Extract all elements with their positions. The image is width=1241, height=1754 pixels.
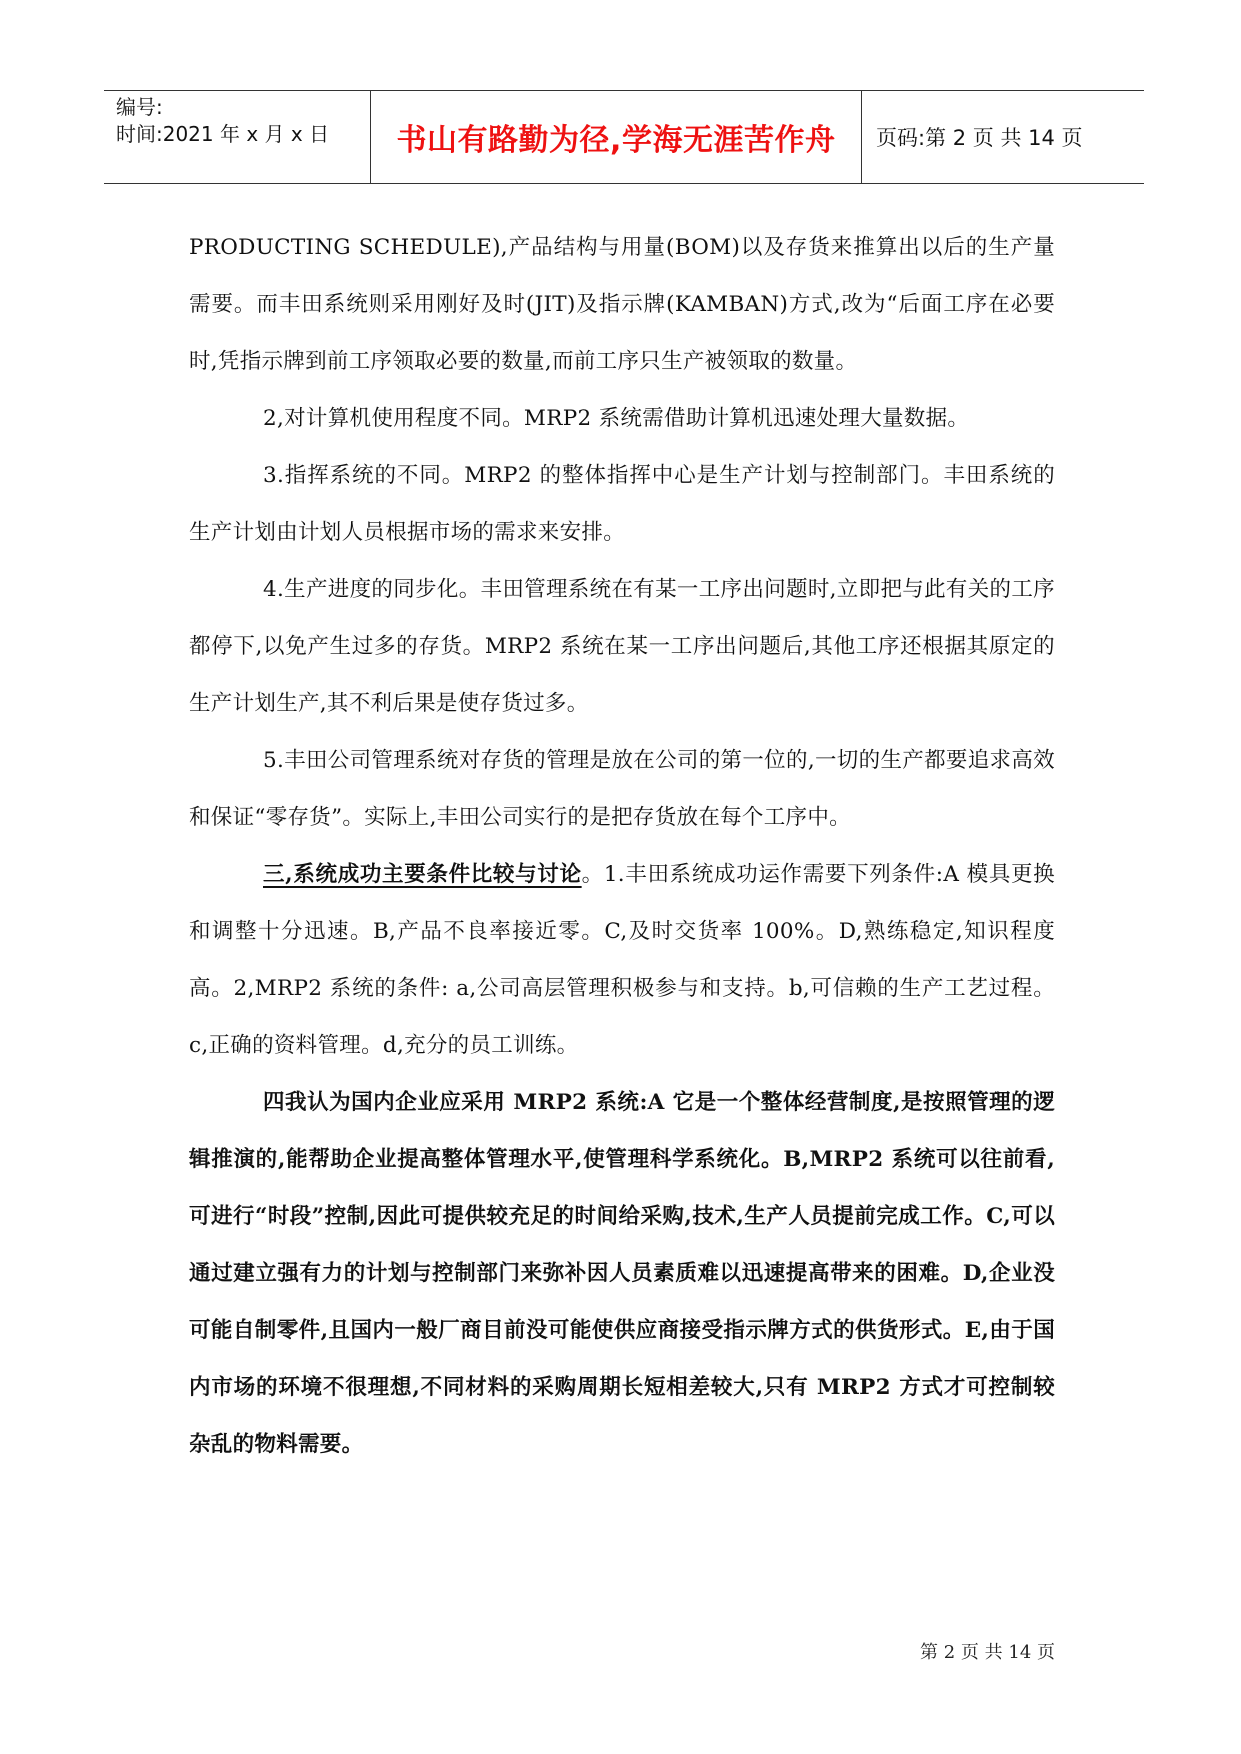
document-body xyxy=(189,219,1055,1473)
document-time-label: 时间:2021 年 x 月 x 日 xyxy=(116,122,330,146)
page-header xyxy=(104,90,1144,184)
header-left-cell xyxy=(104,91,370,183)
section-heading-3: 三,系统成功主要条件比较与讨论 xyxy=(263,862,582,887)
paragraph-3: 3.指挥系统的不同。MRP2 的整体指挥中心是生产计划与控制部门。丰田系统的生产计划由计划人员根据市场的需求来安排。 xyxy=(189,463,1055,545)
paragraph-6-text: 。1.丰田系统成功运作需要下列条件:A 模具更换和调整十分迅速。B,产品不良率接近零。C,及时交货率 100%。D,熟练稳定,知识程度高。2,MRP2 系统的条件: a,公司高层管理积极参与和支持。b,可信赖的生产工艺过程。c,正确的资料管理。d,充分的员工训练。 xyxy=(189,862,1055,1058)
header-right-cell xyxy=(862,91,1144,183)
paragraph-5: 5.丰田公司管理系统对存货的管理是放在公司的第一位的,一切的生产都要追求高效和保证“零存货”。实际上,丰田公司实行的是把存货放在每个工序中。 xyxy=(189,748,1055,830)
page-footer: 第 2 页 共 14 页 xyxy=(920,1642,1055,1663)
paragraph-2: 2,对计算机使用程度不同。MRP2 系统需借助计算机迅速处理大量数据。 xyxy=(263,406,970,431)
document-number-label: 编号: xyxy=(116,95,163,119)
header-motto: 书山有路勤为径,学海无涯苦作舟 xyxy=(396,123,836,158)
paragraph-7: 四我认为国内企业应采用 MRP2 系统:A 它是一个整体经营制度,是按照管理的逻辑推演的,能帮助企业提高整体管理水平,使管理科学系统化。B,MRP2 系统可以往前看,可进行“时段”控制,因此可提供较充足的时间给采购,技术,生产人员提前完成工作。C,可以通过建立强有力的计划与控制部门来弥补因人员素质难以迅速提高带来的困难。D,企业没可能自制零件,且国内一般厂商目前没可能使供应商接受指示牌方式的供货形式。E,由于国内市场的环境不很理想,不同材料的采购周期长短相差较大,只有 MRP2 方式才可控制较杂乱的物料需要。 xyxy=(189,1090,1055,1457)
paragraph-1: PRODUCTING SCHEDULE),产品结构与用量(BOM)以及存货来推算出以后的生产量需要。而丰田系统则采用刚好及时(JIT)及指示牌(KAMBAN)方式,改为“后面工序在必要时,凭指示牌到前工序领取必要的数量,而前工序只生产被领取的数量。 xyxy=(189,235,1055,374)
paragraph-6 xyxy=(189,846,1055,1074)
header-page-info: 页码:第 2 页 共 14 页 xyxy=(876,126,1083,150)
paragraph-4: 4.生产进度的同步化。丰田管理系统在有某一工序出问题时,立即把与此有关的工序都停下,以免产生过多的存货。MRP2 系统在某一工序出问题后,其他工序还根据其原定的生产计划生产,其不利后果是使存货过多。 xyxy=(189,577,1055,716)
header-motto-cell xyxy=(370,91,862,183)
